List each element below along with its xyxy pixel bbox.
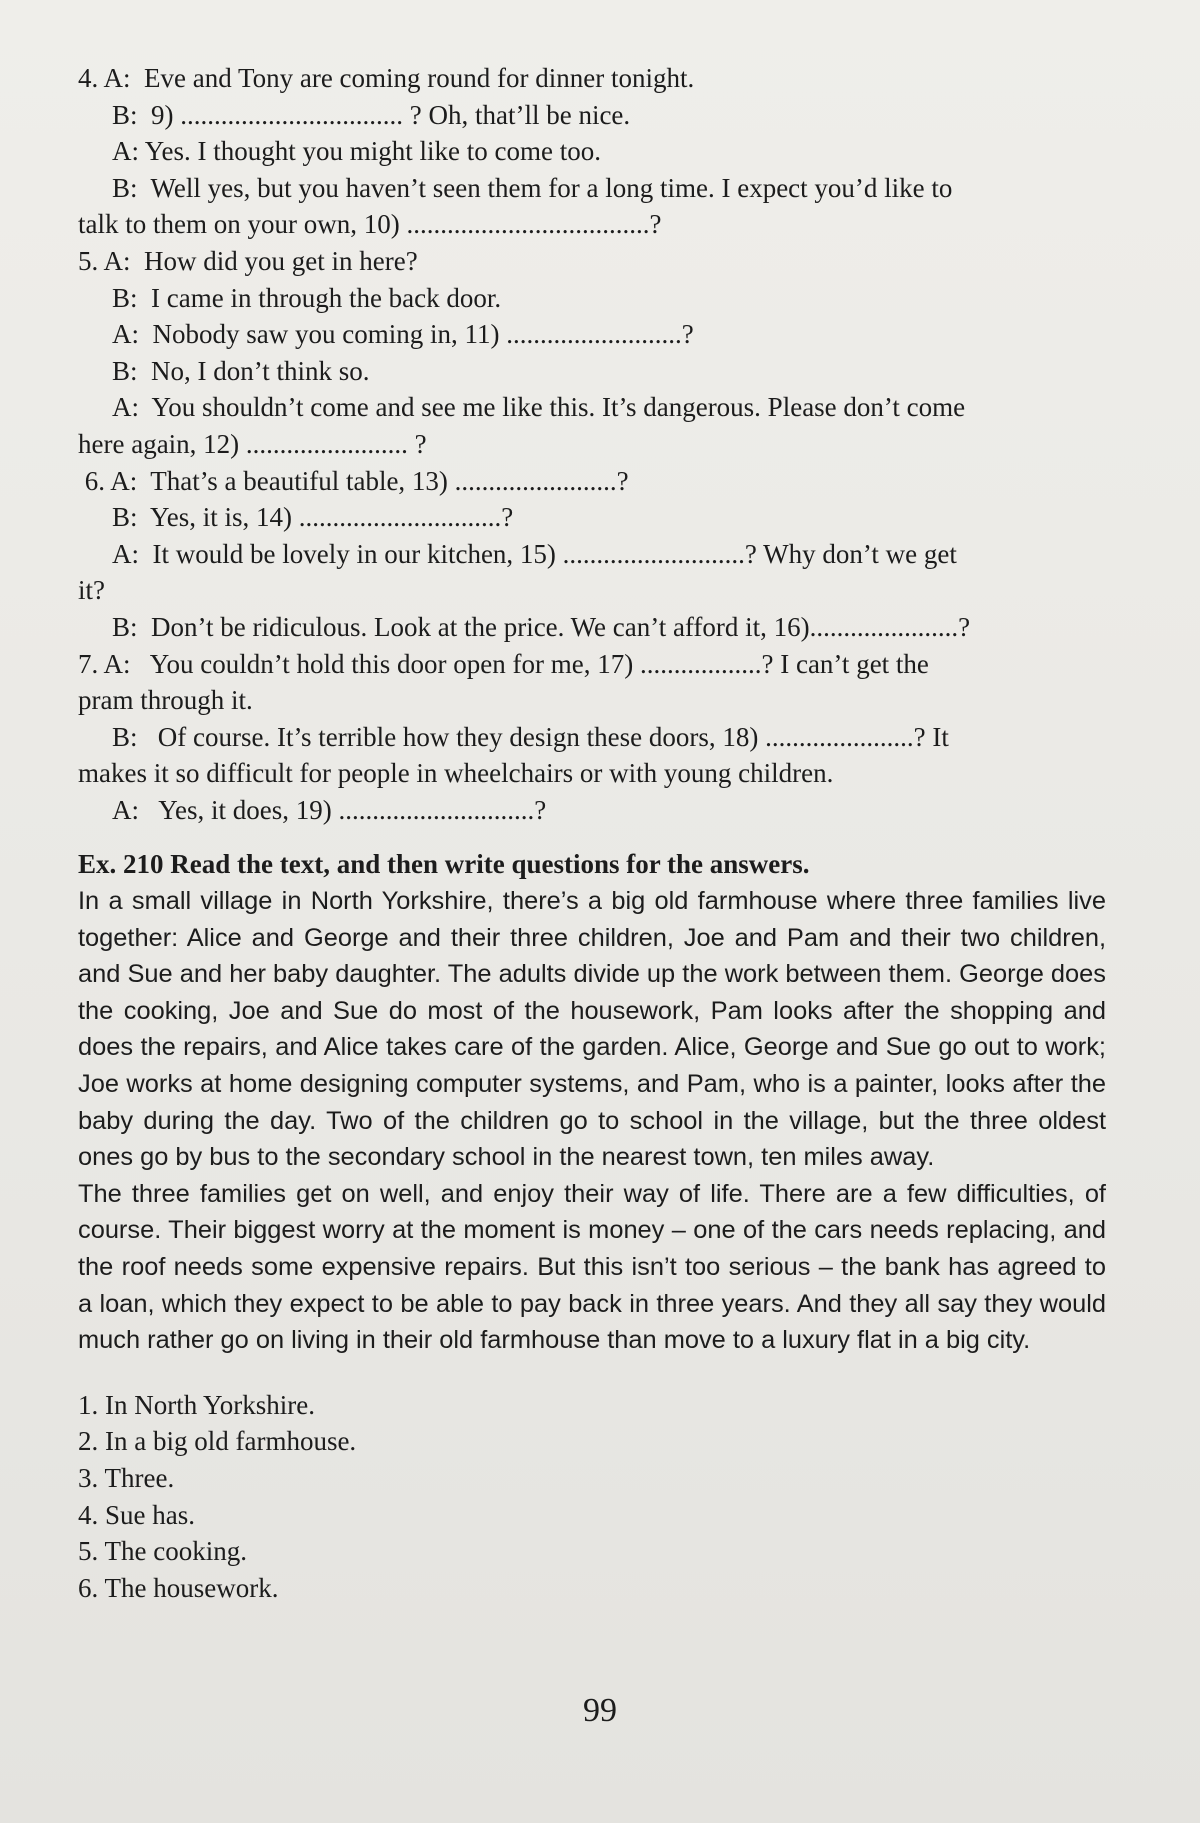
dialogue-line: B: Of course. It’s terrible how they design these doors, 18) ......................? It — [112, 721, 949, 752]
answer-item: 4. Sue has. — [78, 1499, 195, 1530]
answer-item: 1. In North Yorkshire. — [78, 1389, 316, 1420]
dialogue-line: B: No, I don’t think so. — [112, 355, 370, 386]
dialogue-exercise — [78, 60, 1106, 828]
dialogue-line: B: Don’t be ridiculous. Look at the price. We can’t afford it, 16)......................? — [112, 611, 971, 642]
dialogue-line: B: Well yes, but you haven’t seen them for a long time. I expect you’d like to — [112, 172, 953, 203]
page-number: 99 — [583, 1692, 617, 1729]
dialogue-line: A: It would be lovely in our kitchen, 15) ...........................? Why don’t we get — [112, 538, 957, 569]
dialogue-line: 4. A: Eve and Tony are coming round for dinner tonight. — [78, 63, 695, 93]
dialogue-line: talk to them on your own, 10) ....................................? — [78, 209, 662, 240]
answer-item: 6. The housework. — [78, 1572, 279, 1603]
exercise-heading: Ex. 210 Read the text, and then write questions for the answers. — [78, 849, 810, 880]
reading-paragraph: In a small village in North Yorkshire, there’s a big old farmhouse where three families live together: Alice and George and their three children, Joe and Pam and their two children, and Sue and her baby daughter. The adults divide up the work between them. George does the cooking, Joe and Sue do most of the housework, Pam looks after the shopping and does the repairs, and Alice takes care of the garden. Alice, George and Sue go out to work; Joe works at home designing computer systems, and Pam, who is a painter, looks after the baby during the day. Two of the children go to school in the village, but the three oldest ones go by bus to the secondary school in the nearest town, ten miles away. — [78, 887, 1106, 1172]
dialogue-line: pram through it. — [78, 685, 253, 716]
reading-paragraph: The three families get on well, and enjoy their way of life. There are a few difficulties, of course. Their biggest worry at the moment is money – one of the cars needs replacing, and the roof needs some expensive repairs. But this isn’t too serious – the bank has agreed to a loan, which they expect to be able to pay back in three years. And they all say they would much rather go on living in their old farmhouse than move to a luxury flat in a big city. — [78, 1179, 1106, 1355]
dialogue-line: 7. A: You couldn’t hold this door open for me, 17) ..................? I can’t get the — [78, 648, 929, 679]
dialogue-line: A: Yes, it does, 19) .............................? — [112, 794, 547, 825]
dialogue-line: here again, 12) ........................ ? — [78, 428, 427, 459]
dialogue-line: it? — [78, 575, 105, 606]
dialogue-line: A: You shouldn’t come and see me like this. It’s dangerous. Please don’t come — [112, 392, 966, 423]
answers-list — [78, 1387, 1106, 1607]
dialogue-line: 6. A: That’s a beautiful table, 13) ........................? — [78, 465, 629, 496]
dialogue-line: A: Yes. I thought you might like to come too. — [112, 136, 601, 167]
answer-item: 2. In a big old farmhouse. — [78, 1426, 357, 1457]
dialogue-line: B: Yes, it is, 14) ..............................? — [112, 502, 514, 533]
reading-text — [78, 883, 1106, 1359]
dialogue-line: B: I came in through the back door. — [112, 282, 502, 313]
dialogue-line: A: Nobody saw you coming in, 11) ..........................? — [112, 319, 694, 350]
dialogue-line: 5. A: How did you get in here? — [78, 245, 418, 276]
dialogue-line: B: 9) ................................. ? Oh, that’ll be nice. — [112, 99, 631, 130]
page-content — [78, 60, 1106, 1606]
dialogue-line: makes it so difficult for people in wheelchairs or with young children. — [78, 758, 834, 789]
answer-item: 5. The cooking. — [78, 1536, 247, 1567]
answer-item: 3. Three. — [78, 1462, 175, 1493]
